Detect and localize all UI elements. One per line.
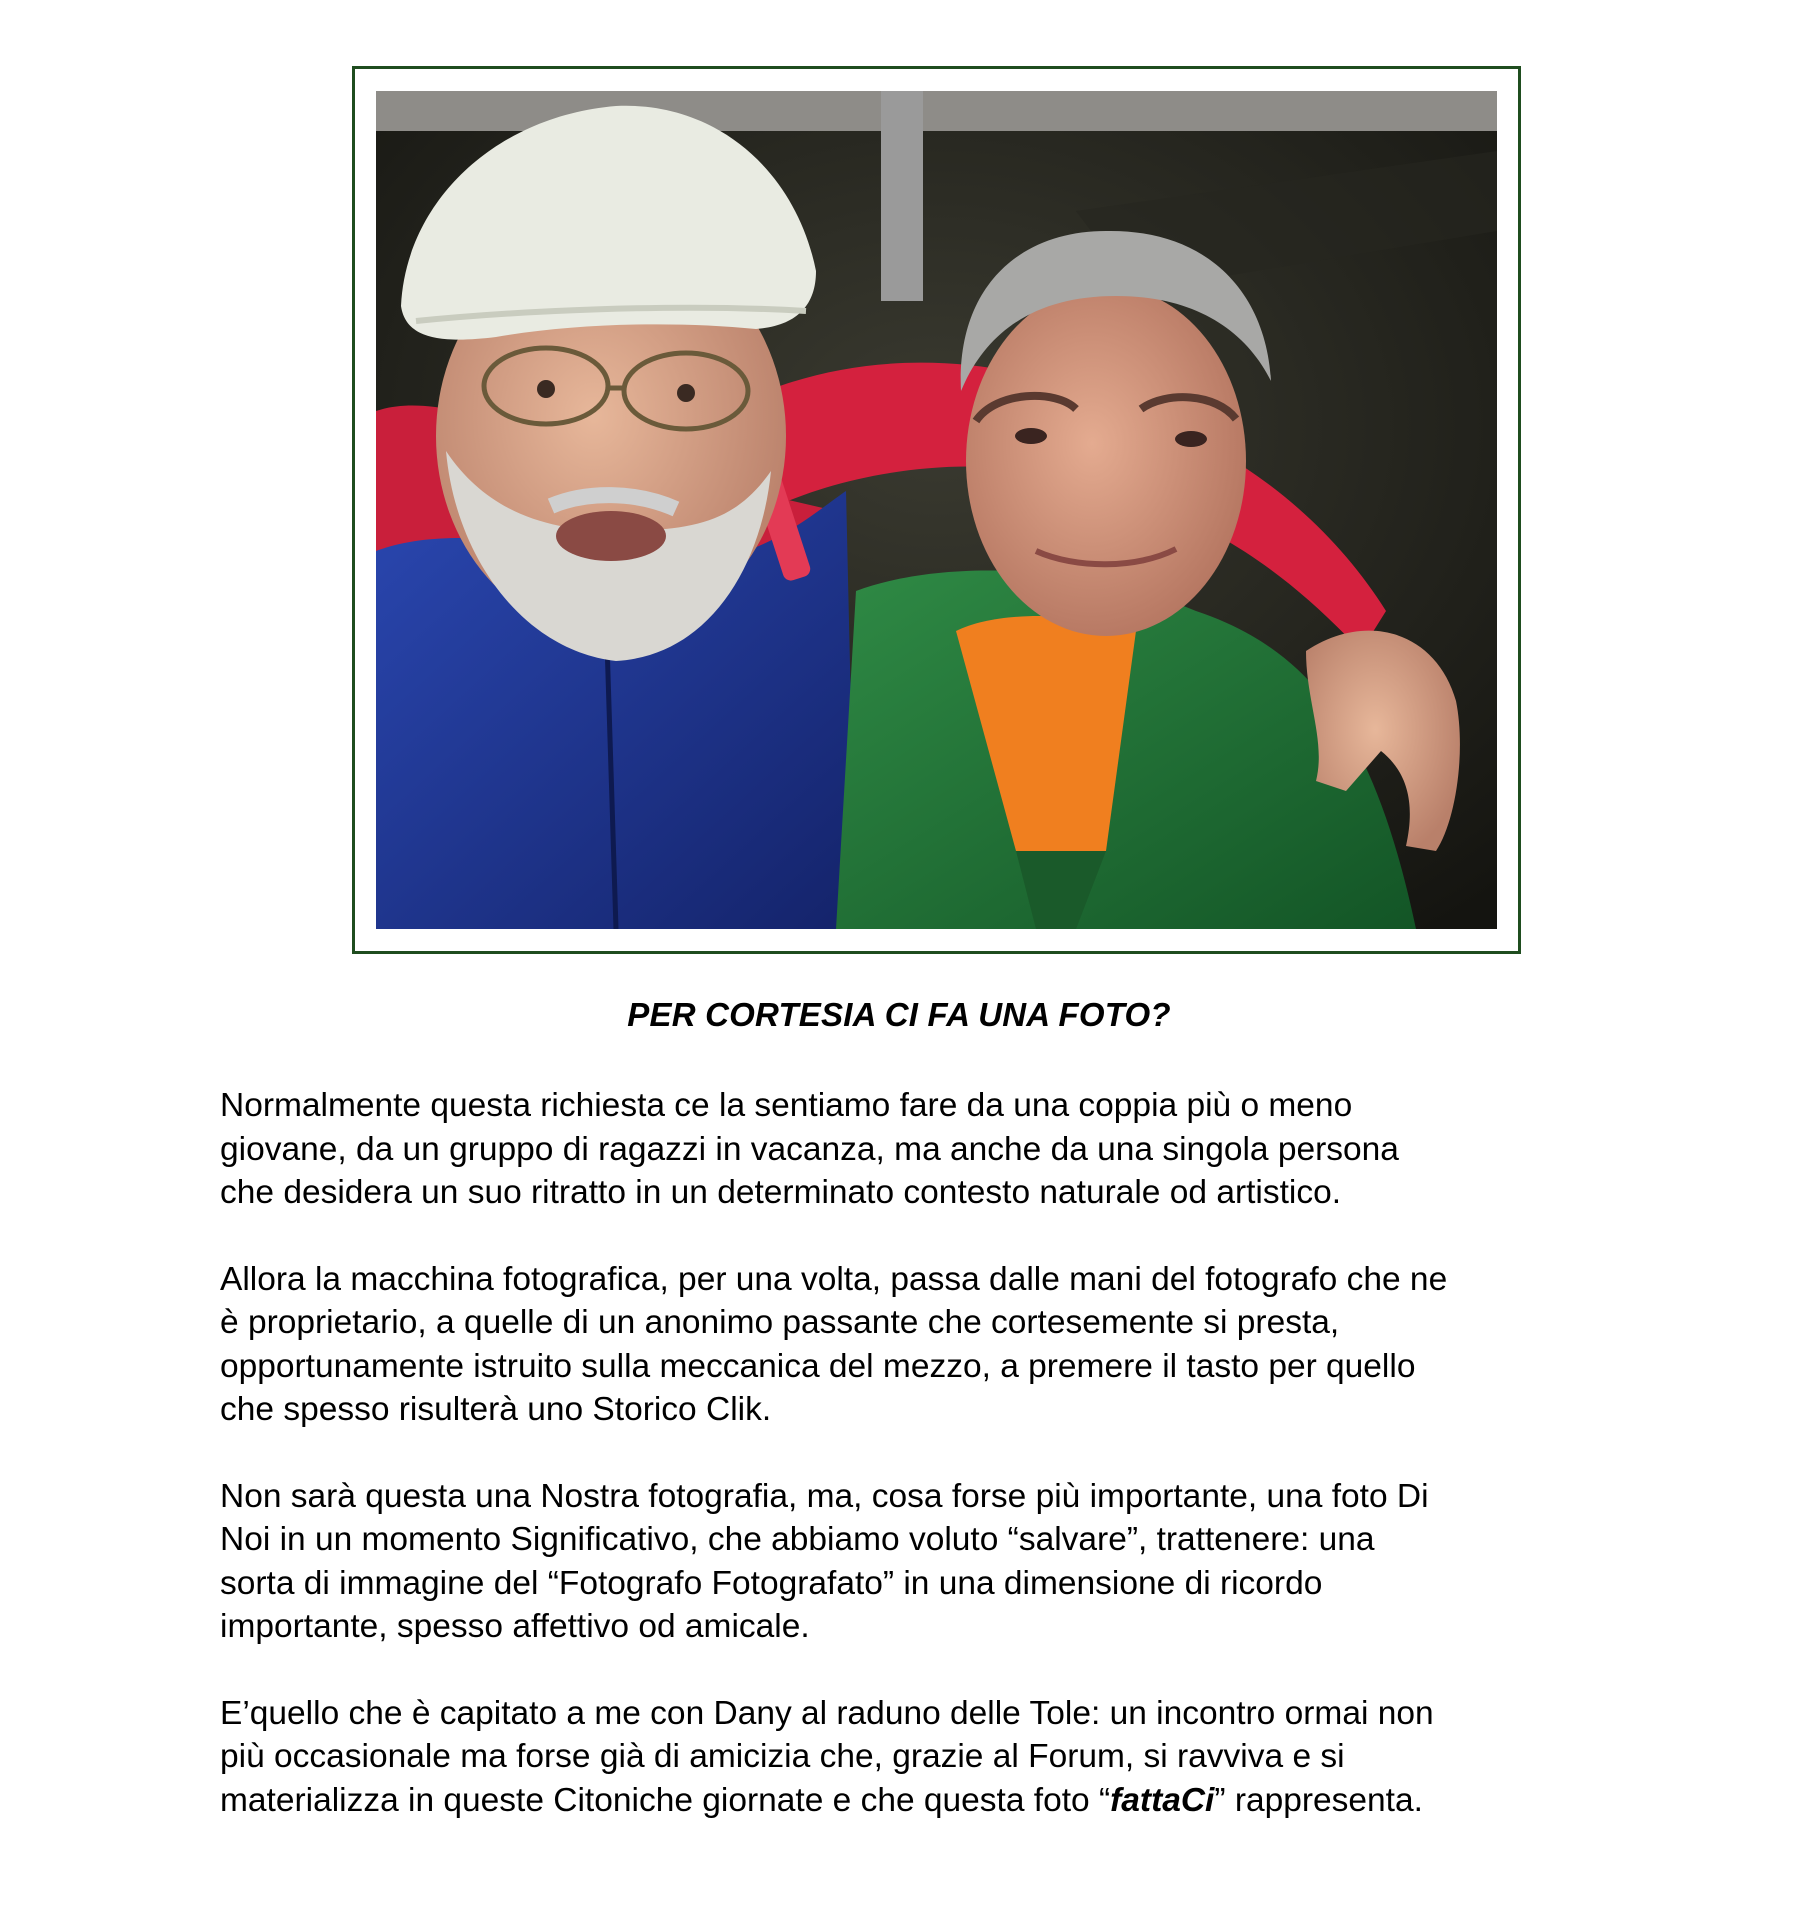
paragraph-3 xyxy=(220,1475,1640,1649)
text-line: Noi in un momento Significativo, che abbiamo voluto “salvare”, trattenere: una xyxy=(220,1521,1375,1558)
photo-two-men xyxy=(376,91,1497,929)
photo-frame xyxy=(352,66,1521,954)
text-line: Non sarà questa una Nostra fotografia, ma, cosa forse più importante, una foto Di xyxy=(220,1477,1429,1515)
text-line: giovane, da un gruppo di ragazzi in vacanza, ma anche da una singola persona xyxy=(220,1130,1399,1168)
emphasis-fattaci: fattaCi xyxy=(1110,1781,1215,1819)
text-line: Normalmente questa richiesta ce la sentiamo fare da una coppia più o meno xyxy=(220,1087,1353,1124)
page-title: PER CORTESIA CI FA UNA FOTO? xyxy=(627,996,1171,1033)
text-segment: ” rappresenta. xyxy=(1214,1781,1423,1819)
article-body xyxy=(220,1084,1640,1865)
paragraph-1 xyxy=(220,1084,1640,1215)
text-line: sorta di immagine del “Fotografo Fotografato” in una dimensione di ricordo xyxy=(220,1564,1323,1602)
text-line-last xyxy=(220,1779,1640,1823)
text-line: che spesso risulterà uno Storico Clik. xyxy=(220,1391,772,1428)
photo-illustration xyxy=(376,91,1497,929)
text-line: è proprietario, a quelle di un anonimo passante che cortesemente si presta, xyxy=(220,1304,1340,1341)
text-line: E’quello che è capitato a me con Dany al raduno delle Tole: un incontro ormai non xyxy=(220,1694,1434,1732)
text-line: più occasionale ma forse già di amicizia che, grazie al Forum, si ravviva e si xyxy=(220,1738,1345,1775)
text-line: opportunamente istruito sulla meccanica del mezzo, a premere il tasto per quello xyxy=(220,1347,1416,1385)
text-line: che desidera un suo ritratto in un determinato contesto naturale od artistico. xyxy=(220,1174,1342,1211)
text-line: importante, spesso affettivo od amicale. xyxy=(220,1608,810,1645)
paragraph-2 xyxy=(220,1258,1640,1432)
text-line: Allora la macchina fotografica, per una volta, passa dalle mani del fotografo che ne xyxy=(220,1260,1448,1298)
text-segment: materializza in queste Citoniche giornate e che questa foto “ xyxy=(220,1781,1111,1819)
paragraph-4 xyxy=(220,1692,1640,1823)
